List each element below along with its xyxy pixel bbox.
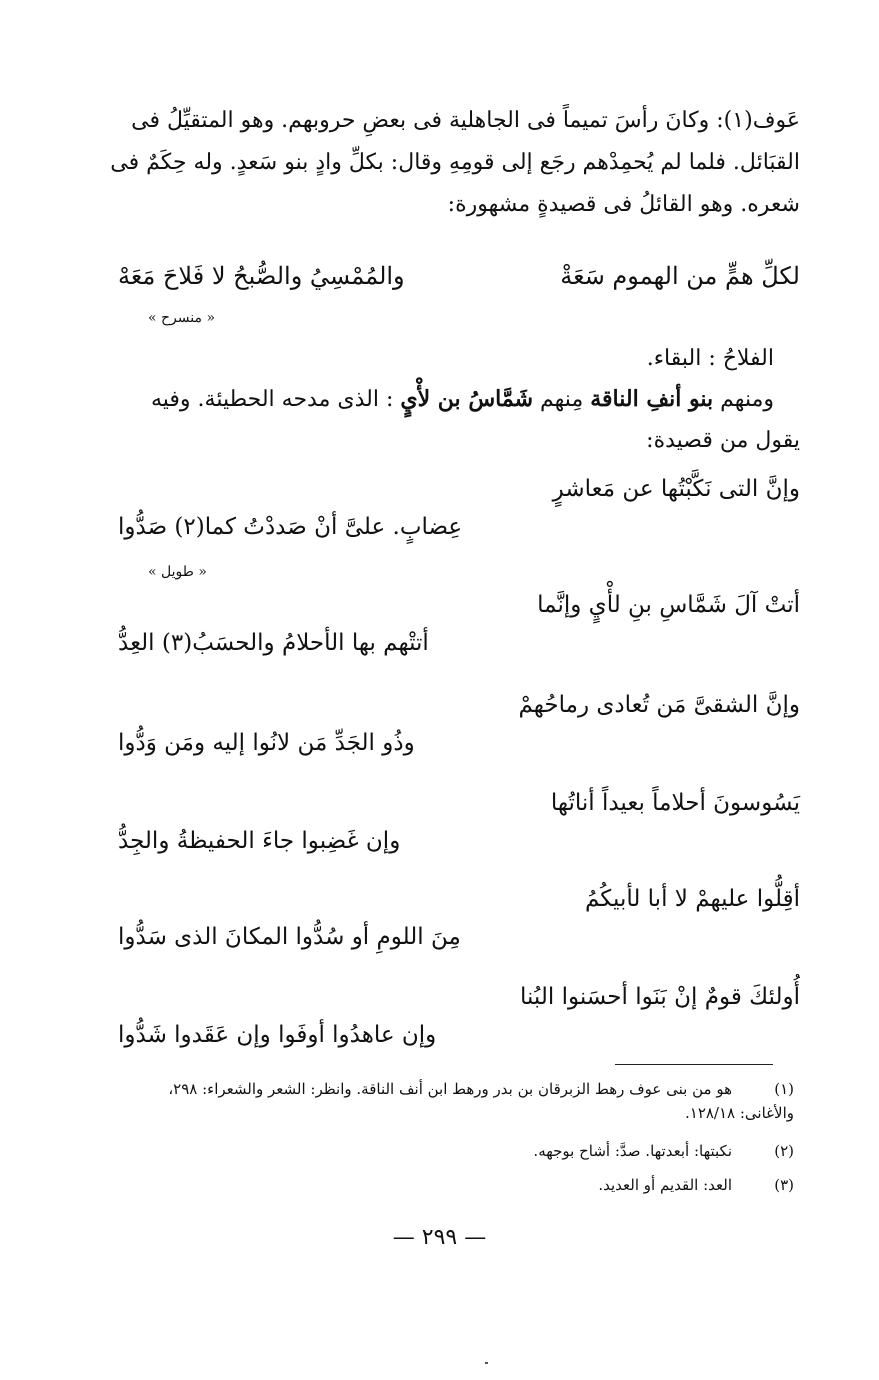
couplet-first-hemistich: أقِلُّوا عليهمْ لا أبا لأبيكُمُ: [585, 886, 800, 912]
poem-couplet: [118, 476, 800, 548]
section-mid: مِنهم: [533, 387, 591, 412]
meter-label-tawil: « طويل »: [148, 564, 207, 580]
poem-couplet: [118, 790, 800, 862]
couplet-second-hemistich: أتتْهم بها الأحلامُ والحسَبُ(٣) العِدُّ: [118, 630, 429, 656]
footnote-number: (٢): [774, 1142, 794, 1160]
section-line-1: [118, 378, 800, 420]
couplet-second-hemistich: وإن غَضِبوا جاءَ الحفيظةُ والجِدُّ: [118, 828, 401, 854]
intro-line-1: عَوف(١): وكانَ رأسَ تميماً فى الجاهلية فى بعضِ حروبهم. وهو المتقيِّلُ فى: [131, 108, 800, 133]
meter-label-munsarih: « منسرح »: [148, 310, 216, 326]
section-prefix: ومنهم: [713, 387, 774, 412]
verse-munsarih: [118, 256, 800, 296]
intro-line-2: القبَائل. فلما لم يُحمِدْهم رجَع إلى قومِهِ وقال: بكلِّ وادٍ بنو سَعدٍ. وله حِكَمٌ فى: [110, 150, 800, 175]
footnote-number: (١): [774, 1080, 794, 1098]
scan-speck: [485, 1362, 488, 1364]
poem-couplet: [118, 984, 800, 1056]
couplet-first-hemistich: أُولئكَ قومٌ إنْ بَنَوا أحسَنوا البُنا: [519, 984, 800, 1010]
section-paragraph: [118, 378, 800, 462]
couplet-second-hemistich: عِضابٍ. علىَّ أنْ صَددْتُ كما(٢) صَدُّوا: [118, 514, 463, 540]
couplet-second-hemistich: مِنَ اللومِ أو سُدُّوا المكانَ الذى سَدُّوا: [118, 924, 461, 950]
gloss-line: [118, 338, 800, 380]
footnote-text: هو من بنى عوف رهط الزبرقان بن بدر ورهط ابن أنف الناقة. وانظر: الشعر والشعراء: ٢٩٨،: [168, 1080, 732, 1098]
verse-hemistich-1: لكلِّ همٍّ من الهموم سَعَةْ: [560, 262, 800, 290]
page-number: — ٢٩٩ —: [392, 1225, 487, 1250]
footnote-separator: [615, 1064, 773, 1065]
poem-couplet: [118, 592, 800, 664]
gloss-text: الفلاحُ : البقاء.: [646, 346, 774, 371]
footnote-text: العد: القديم أو العديد.: [598, 1176, 732, 1194]
couplet-second-hemistich: وإن عاهدُوا أوفَوا وإن عَقَدوا شَدُّوا: [118, 1022, 437, 1048]
couplet-second-hemistich: وذُو الجَدِّ مَن لانُوا إليه ومَن وَدُّوا: [118, 730, 415, 756]
couplet-first-hemistich: وإنَّ الشقىَّ مَن تُعادى رماحُهمْ: [518, 692, 800, 718]
poem-couplet: [118, 692, 800, 764]
footnote-text: نكبتها: أبعدتها. صدَّ: أشاح بوجهه.: [533, 1142, 732, 1160]
footnote-text-continued: والأغانى: ١٢٨/١٨.: [684, 1104, 794, 1122]
section-rest: : الذى مدحه الحطيئة. وفيه: [150, 387, 401, 412]
tribe-name: بنو أنفِ الناقة: [590, 386, 714, 412]
couplet-first-hemistich: أتتْ آلَ شَمَّاسِ بنِ لأْيٍ وإنَّما: [537, 592, 800, 618]
intro-line-3: شعره. وهو القائلُ فى قصيدةٍ مشهورة:: [447, 192, 800, 217]
couplet-first-hemistich: وإنَّ التى نَكَّبْتُها عن مَعاشرٍ: [552, 476, 800, 502]
poem-couplet: [118, 886, 800, 958]
footnote-number: (٣): [774, 1176, 794, 1194]
footnotes: [104, 1076, 794, 1206]
person-name: شَمَّاسُ بن لأْيٍ: [400, 386, 534, 412]
couplet-first-hemistich: يَسُوسونَ أحلاماً بعيداً أناتُها: [550, 790, 800, 816]
intro-paragraph: [110, 100, 800, 226]
verse-hemistich-2: والمُمْسِيُ والصُّبحُ لا فَلاحَ مَعَهْ: [118, 262, 405, 290]
section-line-2: يقول من قصيدة:: [646, 428, 800, 453]
